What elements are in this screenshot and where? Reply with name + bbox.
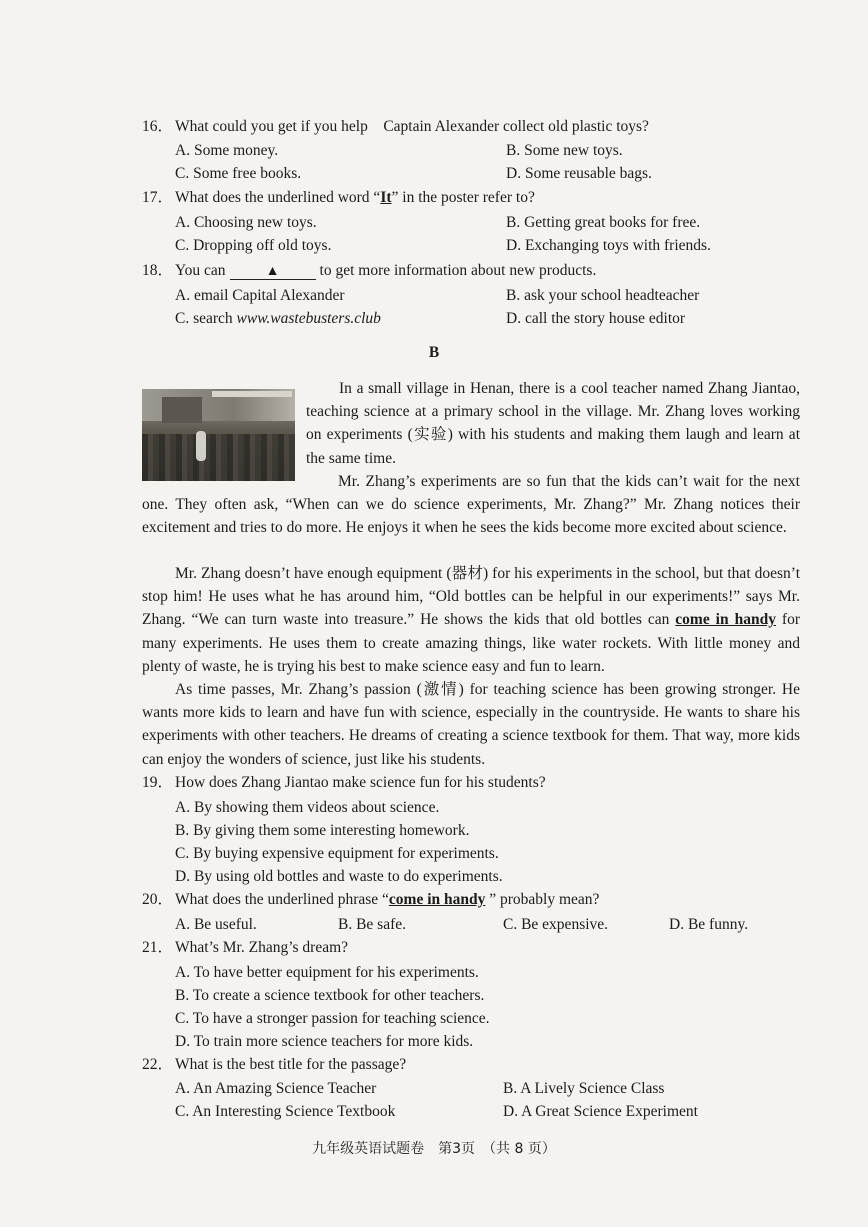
- question-text: What is the best title for the passage?: [175, 1056, 407, 1073]
- option-b: B. By giving them some interesting homework.: [175, 822, 470, 839]
- question-text-before: What does the underlined phrase “: [175, 891, 389, 908]
- page-footer: 九年级英语试题卷 第3页 （共 8 页）: [312, 1141, 556, 1157]
- option-b: B. To create a science textbook for other teachers.: [175, 987, 485, 1004]
- triangle-icon: ▲: [265, 264, 280, 279]
- option-a: A. To have better equipment for his experiments.: [175, 964, 479, 981]
- question-21: [142, 936, 802, 959]
- question-text-before: You can: [175, 262, 226, 279]
- question-17: [142, 186, 802, 209]
- passage-paragraph-4: As time passes, Mr. Zhang’s passion (激情) for teaching science has been growing stronger. He wants more kids to learn and have fun with science, especially in the countryside. He wants to share his experiments with other teachers. He dreams of creating a science textbook for them. That way, more kids can enjoy the wonders of science, just like his students.: [142, 681, 800, 768]
- option-b: B. ask your school headteacher: [506, 287, 700, 304]
- question-text: How does Zhang Jiantao make science fun for his students?: [175, 774, 546, 791]
- option-c-prefix: C. search: [175, 310, 237, 327]
- section-heading: B: [428, 344, 440, 361]
- option-d: D. Be funny.: [669, 916, 749, 933]
- option-d: D. Some reusable bags.: [506, 165, 652, 182]
- question-text-before: What does the underlined word “: [175, 189, 381, 206]
- option-b: B. Some new toys.: [506, 142, 623, 159]
- option-d: D. A Great Science Experiment: [503, 1103, 698, 1120]
- paragraph-3-text-before: Mr. Zhang doesn’t have enough equipment (器材) for his experiments in the school, but that doesn’t stop him! He uses what he has around him, “Old bottles can be helpful in our experiments!” says Mr. Zhang. “We can turn waste into treasure.” He shows the kids that old bottles can: [142, 565, 800, 629]
- question-number: 19．: [142, 774, 174, 791]
- option-c: C. An Interesting Science Textbook: [175, 1103, 396, 1120]
- option-b: B. A Lively Science Class: [503, 1080, 665, 1097]
- question-text-after: ” in the poster refer to?: [391, 189, 535, 206]
- option-a: A. email Capital Alexander: [175, 287, 345, 304]
- option-a: A. Choosing new toys.: [175, 214, 317, 231]
- question-number: 20．: [142, 891, 174, 908]
- passage-paragraph-3: [142, 562, 800, 678]
- option-c: [175, 307, 381, 330]
- question-text-after: to get more information about new products.: [319, 262, 597, 279]
- option-c: C. Some free books.: [175, 165, 302, 182]
- option-d: D. call the story house editor: [506, 310, 686, 327]
- option-b: B. Getting great books for free.: [506, 214, 701, 231]
- option-d: D. By using old bottles and waste to do experiments.: [175, 868, 503, 885]
- question-text: What’s Mr. Zhang’s dream?: [175, 939, 349, 956]
- question-number: 21．: [142, 939, 174, 956]
- question-number: 17．: [142, 189, 174, 206]
- underlined-phrase: come in handy: [388, 891, 486, 908]
- option-a: A. By showing them videos about science.: [175, 799, 440, 816]
- question-20: [142, 888, 802, 911]
- option-d: D. To train more science teachers for more kids.: [175, 1033, 474, 1050]
- question-22: [142, 1053, 802, 1076]
- option-c: C. By buying expensive equipment for experiments.: [175, 845, 499, 862]
- passage-paragraph-2: [142, 470, 800, 540]
- option-a: A. An Amazing Science Teacher: [175, 1080, 377, 1097]
- classroom-photo: [142, 389, 295, 481]
- question-19: [142, 771, 802, 794]
- answer-blank: [230, 263, 316, 280]
- passage-paragraph-1: In a small village in Henan, there is a cool teacher named Zhang Jiantao, teaching science at a primary school in the village. Mr. Zhang loves working on experiments (实验) with his students and making them laugh and learn at the same time.: [306, 380, 800, 467]
- question-16: [142, 115, 802, 138]
- question-number: 18．: [142, 262, 174, 279]
- option-c: C. Be expensive.: [503, 916, 609, 933]
- website-url: www.wastebusters.club: [236, 310, 381, 327]
- question-number: 22．: [142, 1056, 174, 1073]
- question-number: 16．: [142, 118, 174, 135]
- option-a: A. Be useful.: [175, 916, 257, 933]
- question-18: [142, 259, 802, 282]
- paragraph-3-text-after: for many experiments. He uses them to create amazing things, like water rockets. With little money and plenty of waste, he is trying his best to make science easy and fun to learn.: [142, 611, 800, 675]
- question-text: What could you get if you help Captain Alexander collect old plastic toys?: [175, 118, 649, 135]
- underlined-phrase: come in handy: [675, 611, 776, 629]
- paragraph-2-text: Mr. Zhang’s experiments are so fun that the kids can’t wait for the next one. They often ask, “When can we do science experiments, Mr. Zhang?” Mr. Zhang notices their excitement and tries to do more. He enjoys it when he sees the kids become more excited about science.: [142, 473, 800, 537]
- underlined-word: It: [380, 189, 392, 206]
- option-a: A. Some money.: [175, 142, 279, 159]
- question-text-after: ” probably mean?: [485, 891, 600, 908]
- option-c: C. Dropping off old toys.: [175, 237, 332, 254]
- option-d: D. Exchanging toys with friends.: [506, 237, 711, 254]
- option-b: B. Be safe.: [338, 916, 407, 933]
- option-c: C. To have a stronger passion for teaching science.: [175, 1010, 490, 1027]
